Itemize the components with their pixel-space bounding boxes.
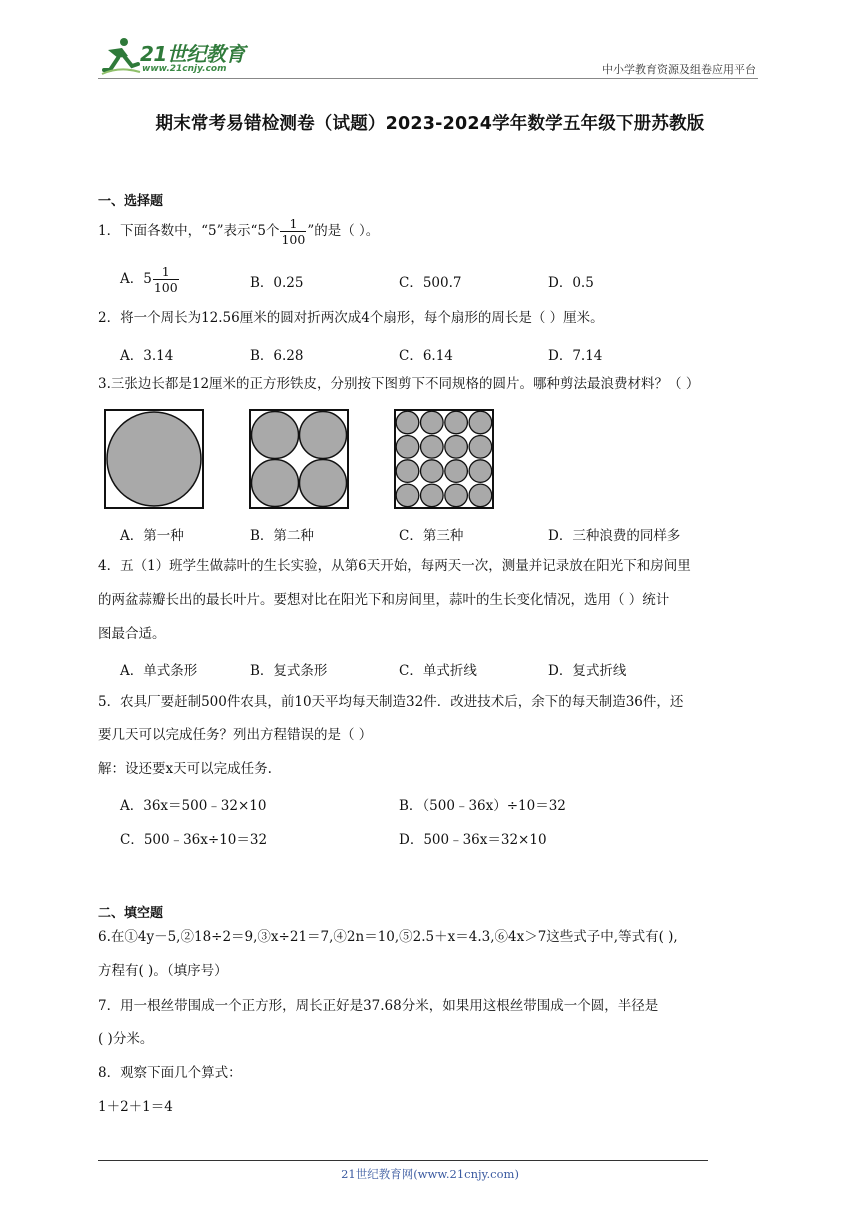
q5-option-c: C．500﹣36x÷10＝32: [120, 832, 268, 848]
figure-sixteen-circles: [394, 409, 494, 509]
q5-option-d: D．500﹣36x＝32×10: [399, 832, 547, 848]
q4-option-d: D．复式折线: [548, 663, 627, 679]
small-circle: [445, 460, 468, 483]
runner-logo-icon: [98, 36, 142, 78]
q2-option-a: A．3.14: [120, 348, 174, 364]
question-7-line-1: 7．用一根丝带围成一个正方形，周长正好是37.68分米，如果用这根丝带围成一个圆，半径是: [98, 998, 659, 1014]
q4-option-c: C．单式折线: [399, 663, 477, 679]
q1-option-d: D．0.5: [548, 275, 594, 291]
figure-four-circles: [249, 409, 349, 509]
question-6-line-1: 6.在①4y－5,②18÷2＝9,③x÷21＝7,④2n＝10,⑤2.5＋x＝4.3,⑥4x＞7这些式子中,等式有( ),: [98, 929, 678, 945]
small-circle: [396, 436, 419, 459]
logo-text: 21世纪教育: [140, 42, 245, 66]
q2-option-d: D．7.14: [548, 348, 603, 364]
small-circle: [421, 484, 444, 507]
q1-option-c: C．500.7: [399, 275, 462, 291]
footer-divider: [98, 1160, 708, 1161]
q1-fraction: $\frac{1}{100}$: [281, 216, 306, 247]
q1-option-a: A．5 $\frac{1}{100}$: [120, 264, 178, 295]
q1-option-b: B．0.25: [250, 275, 304, 291]
small-circle: [396, 411, 419, 434]
q3-option-c: C．第三种: [399, 528, 464, 544]
site-logo: [98, 36, 258, 78]
small-circle: [445, 411, 468, 434]
small-circle: [469, 436, 492, 459]
q3-option-b: B．第二种: [250, 528, 314, 544]
logo-url: www.21cnjy.com: [142, 64, 227, 74]
question-8-line-2: 1＋2＋1＝4: [98, 1099, 173, 1115]
question-4-line-1: 4．五（1）班学生做蒜叶的生长实验，从第6天开始，每两天一次，测量并记录放在阳光下和房间里: [98, 558, 691, 574]
small-circle: [421, 411, 444, 434]
question-4-line-2: 的两盆蒜瓣长出的最长叶片。要想对比在阳光下和房间里，蒜叶的生长变化情况，选用（ ）统计: [98, 592, 670, 608]
small-circle: [421, 460, 444, 483]
q5-option-a: A．36x＝500﹣32×10: [120, 798, 267, 814]
footer-text: 21世纪教育网(www.21cnjy.com): [341, 1167, 519, 1181]
q2-option-b: B．6.28: [250, 348, 304, 364]
small-circle: [445, 436, 468, 459]
question-3: 3.三张边长都是12厘米的正方形铁皮，分别按下图剪下不同规格的圆片。哪种剪法最浪费材料？（ ）: [98, 376, 700, 392]
q2-option-c: C．6.14: [399, 348, 453, 364]
q1-prefix: 1．下面各数中，“5”表示“5个: [98, 223, 280, 239]
section-heading-fill: 二、填空题: [98, 906, 164, 921]
small-circle: [469, 484, 492, 507]
question-8-line-1: 8．观察下面几个算式：: [98, 1065, 242, 1081]
small-circle: [469, 411, 492, 434]
question-1: [98, 216, 379, 247]
section-heading-choice: 一、选择题: [98, 194, 164, 209]
header-site-name: 中小学教育资源及组卷应用平台: [602, 63, 756, 76]
question-5-line-3: 解：设还要x天可以完成任务.: [98, 761, 272, 777]
question-7-line-2: ( )分米。: [98, 1031, 154, 1047]
small-circle: [469, 460, 492, 483]
small-circle: [396, 484, 419, 507]
q3-option-a: A．第一种: [120, 528, 184, 544]
question-2: 2．将一个周长为12.56厘米的圆对折两次成4个扇形，每个扇形的周长是（ ）厘米。: [98, 310, 604, 326]
question-6-line-2: 方程有( )。（填序号）: [98, 963, 228, 979]
question-4-line-3: 图最合适。: [98, 626, 166, 642]
page-title: 期末常考易错检测卷（试题）2023-2024学年数学五年级下册苏教版: [155, 114, 705, 134]
q4-option-a: A．单式条形: [120, 663, 198, 679]
small-circle: [445, 484, 468, 507]
figure-one-large-circle: [104, 409, 204, 509]
q1-suffix: ”的是（ ）。: [307, 223, 380, 239]
q5-option-b: B．（500﹣36x）÷10＝32: [399, 798, 566, 814]
question-5-line-1: 5．农具厂要赶制500件农具，前10天平均每天制造32件．改进技术后，余下的每天制造36件，还: [98, 694, 684, 710]
small-circle: [396, 460, 419, 483]
q4-option-b: B．复式条形: [250, 663, 328, 679]
header-divider: [98, 78, 758, 79]
small-circle: [421, 436, 444, 459]
question-5-line-2: 要几天可以完成任务？列出方程错误的是（ ）: [98, 727, 373, 743]
q3-option-d: D．三种浪费的同样多: [548, 528, 681, 544]
